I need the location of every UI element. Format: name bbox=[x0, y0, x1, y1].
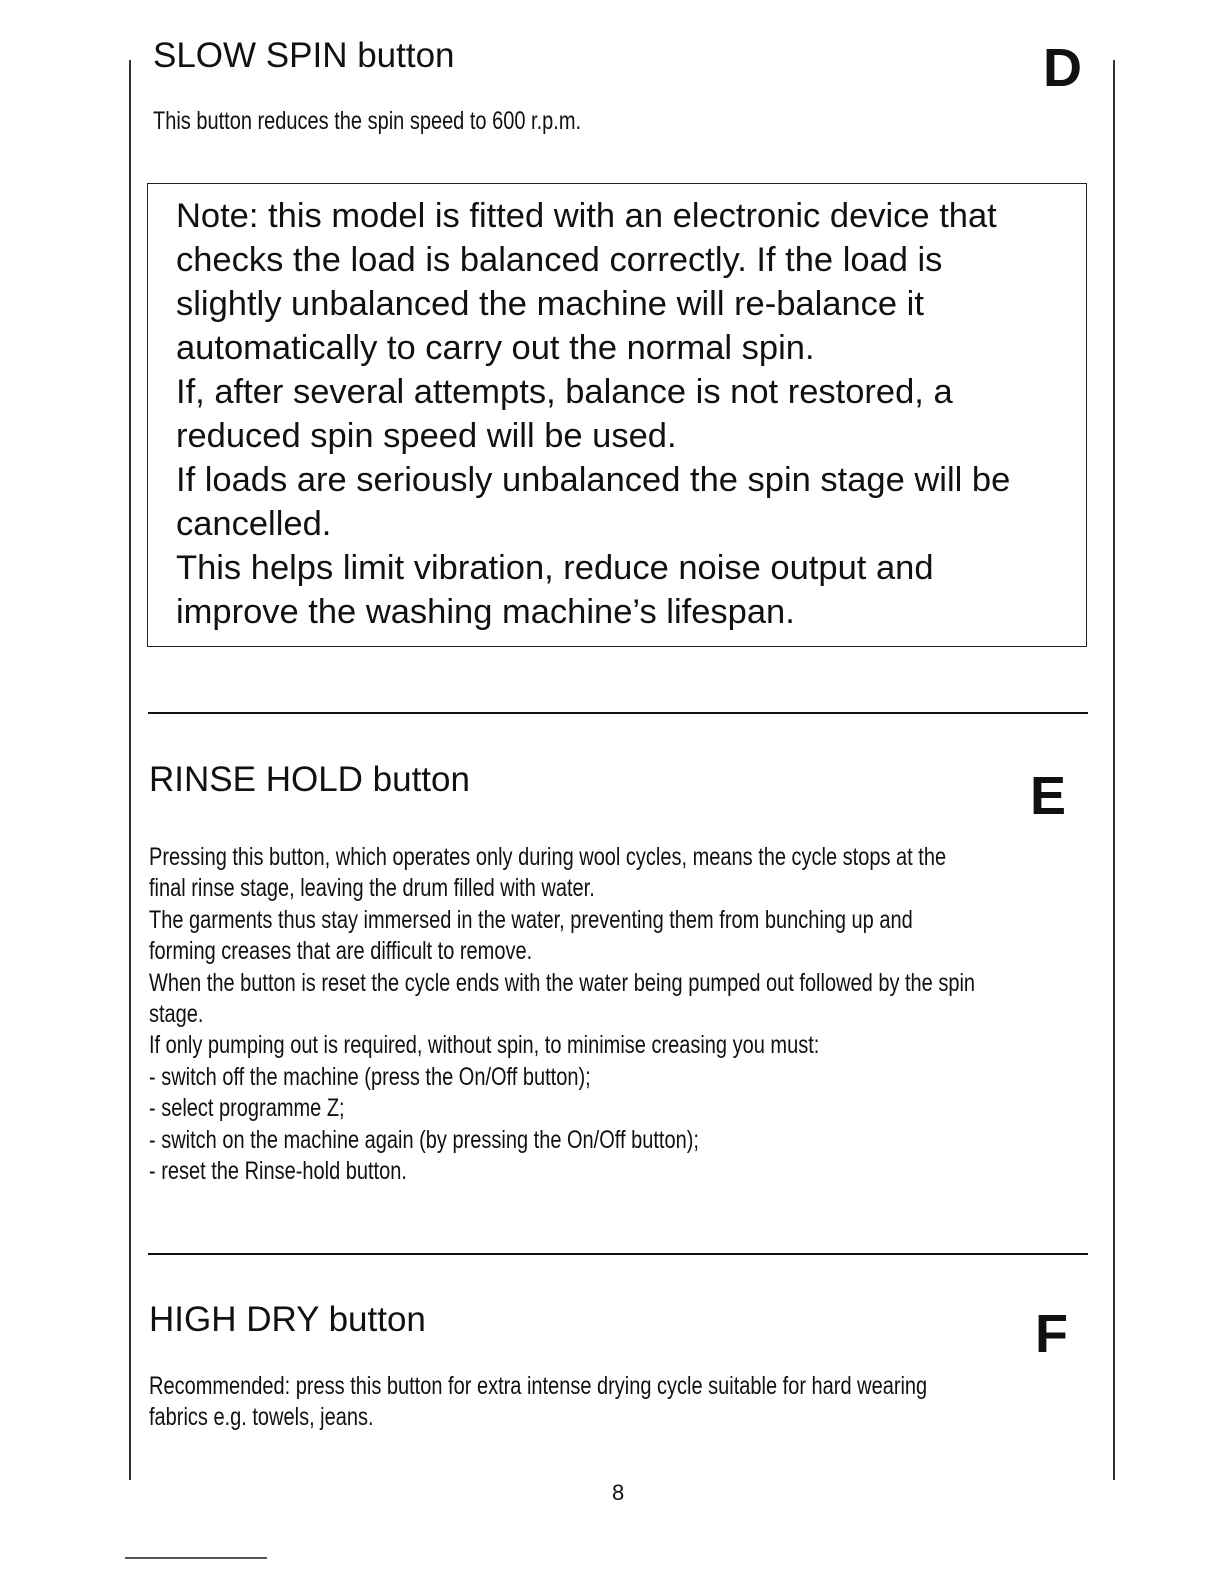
left-margin-line bbox=[129, 60, 131, 1480]
slow-spin-description: This button reduces the spin speed to 600 r.p.m. bbox=[153, 107, 582, 135]
section-letter-f: F bbox=[1035, 1304, 1068, 1364]
high-dry-description: Recommended: press this button for extra intense drying cycle suitable for hard wearing fabrics e.g. towels, jeans. bbox=[149, 1372, 928, 1432]
section-letter-d: D bbox=[1043, 38, 1082, 98]
slow-spin-heading: SLOW SPIN button bbox=[153, 36, 455, 75]
divider bbox=[148, 1253, 1088, 1255]
note-text: Note: this model is fitted with an electronic device that checks the load is balanced correctly. If the load is slightly unbalanced the machine will re-balance it automatically to carry out the normal spin. If, after several attempts, balance is not restored, a reduced spin speed will be used. If loads are seriously unbalanced the spin stage will be cancelled. This helps limit vibration, reduce noise output and improve the washing machine’s lifespan. bbox=[176, 197, 1011, 631]
rinse-hold-description: Pressing this button, which operates only during wool cycles, means the cycle stops at the final rinse stage, leaving the drum filled with water. The garments thus stay immersed in the water, preventing them from bunching up and forming creases that are difficult to remove. When the button is reset the cycle ends with the water being pumped out followed by the spin stage. If only pumping out is required, without spin, to minimise creasing you must: - switch off the machine (press the On/Off button); - select programme Z; - switch on the machine again (by pressing the On/Off button); - reset the Rinse-hold button. bbox=[149, 843, 976, 1186]
section-letter-e: E bbox=[1030, 766, 1067, 826]
high-dry-heading: HIGH DRY button bbox=[149, 1300, 426, 1339]
footer-rule bbox=[125, 1557, 267, 1559]
note-box bbox=[147, 183, 1087, 647]
divider bbox=[148, 712, 1088, 714]
rinse-hold-heading: RINSE HOLD button bbox=[149, 760, 470, 799]
page-number: 8 bbox=[612, 1480, 625, 1505]
right-margin-line bbox=[1113, 60, 1115, 1480]
